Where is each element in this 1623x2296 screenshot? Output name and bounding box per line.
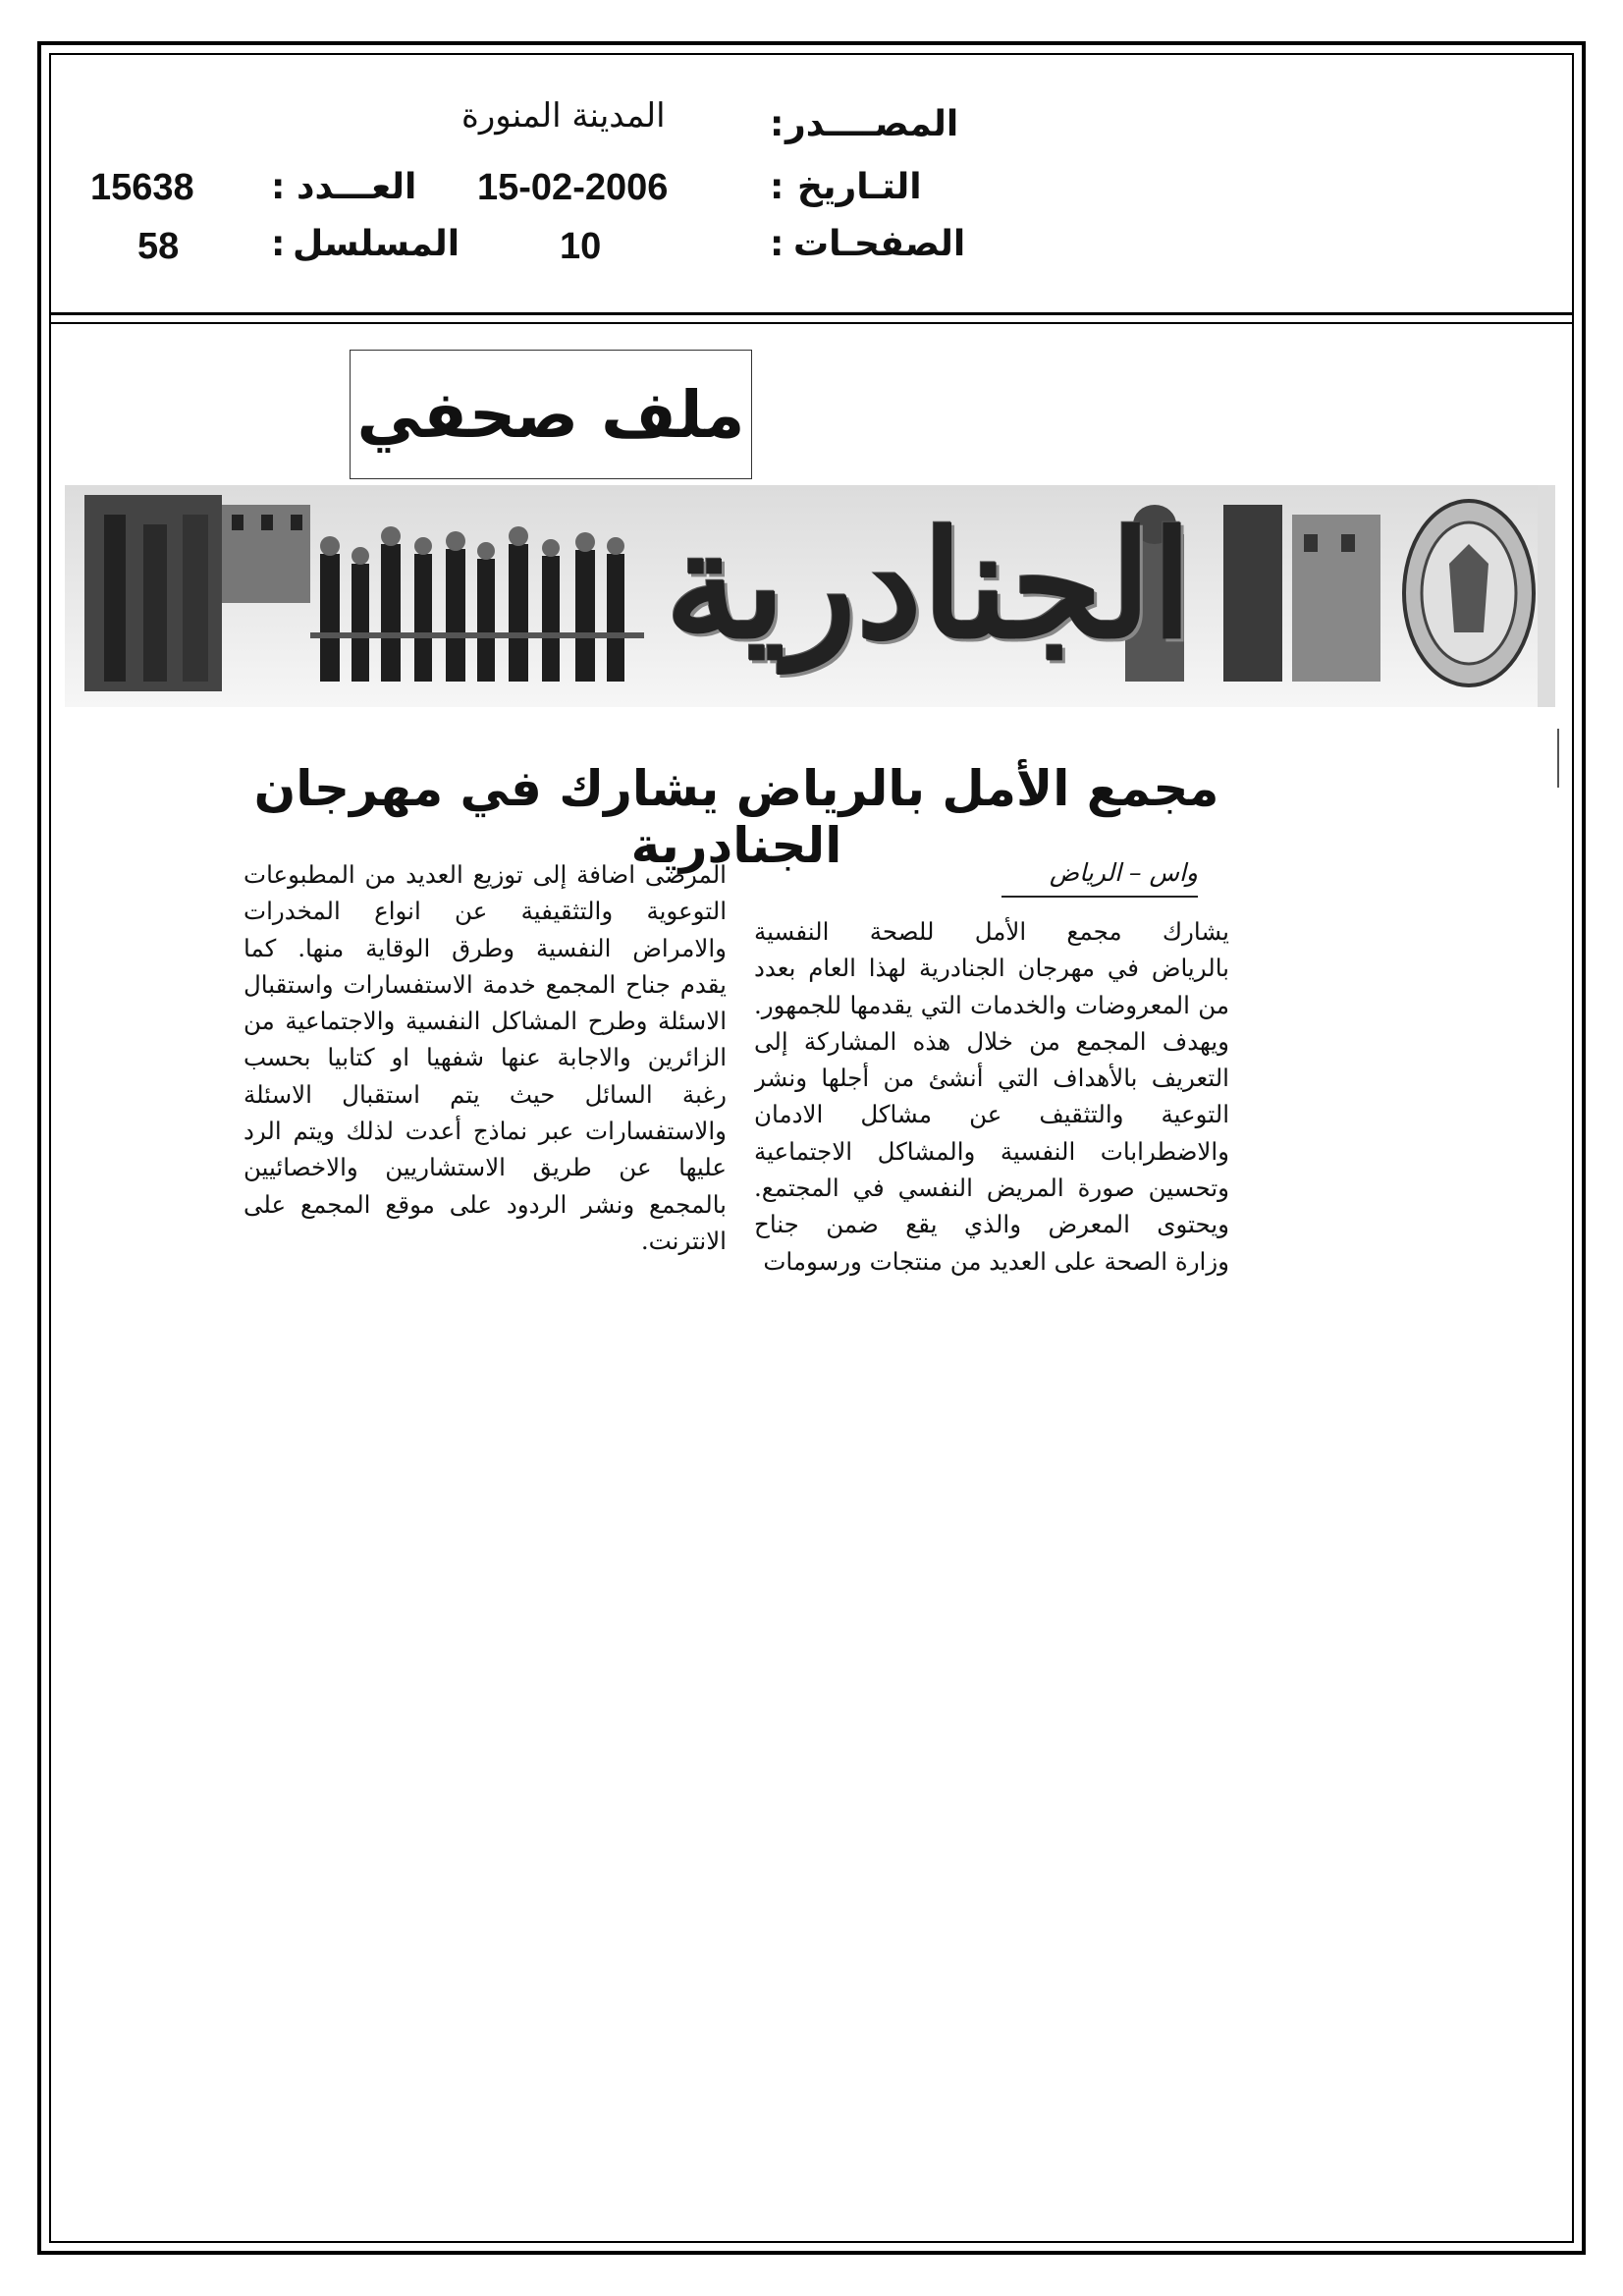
- date-value: 15-02-2006: [477, 167, 669, 208]
- article-line: يقدم جناح المجمع خدمة الاستفسارات واستقبال: [243, 969, 727, 999]
- article-line: والامراض النفسية وطرق الوقاية منها. كما: [243, 933, 727, 962]
- article-line: التعريف بالأهداف التي أنشئ من أجلها ونشر: [754, 1064, 1229, 1093]
- article-line: التوعوية والتثقيفية عن انواع المخدرات: [243, 897, 727, 926]
- source-value: المدينة المنورة: [461, 96, 666, 136]
- source-label: المصــــدر: [785, 104, 959, 144]
- issue-value: 15638: [90, 167, 194, 208]
- article-line: من المعروضات والخدمات التي يقدمها للجمهور.: [754, 990, 1229, 1019]
- serial-colon: :: [271, 224, 286, 264]
- article-line: رغبة السائل حيث يتم استقبال الاسئلة: [243, 1079, 727, 1109]
- article-line: بالمجمع ونشر الردود على موقع المجمع على: [243, 1189, 727, 1219]
- header-divider: [49, 312, 1574, 315]
- serial-label: المسلسل: [293, 224, 460, 264]
- article-line: الانترنت.: [640, 1226, 727, 1255]
- article-line: وتحسين صورة المريض النفسي في المجتمع.: [754, 1174, 1229, 1203]
- pages-colon: :: [770, 224, 784, 264]
- issue-label: العـــدد: [297, 167, 417, 207]
- pages-label: الصفحـات: [793, 224, 966, 264]
- article-line: المرضى اضافة إلى توزيع العديد من المطبوعات: [243, 860, 727, 889]
- serial-value: 58: [137, 226, 180, 267]
- banner-title: الجنادرية: [665, 499, 1193, 672]
- article-column-right: [754, 913, 1229, 1280]
- festival-banner: [65, 485, 1555, 707]
- article-line: يشارك مجمع الأمل للصحة النفسية: [754, 917, 1229, 946]
- header-divider-thin: [49, 322, 1574, 324]
- source-colon: :: [770, 104, 784, 144]
- article-line: بالرياض في مهرجان الجنادرية لهذا العام بعدد: [754, 954, 1229, 983]
- article-line: ويهدف المجمع من خلال هذه المشاركة إلى: [754, 1026, 1229, 1056]
- article-headline: مجمع الأمل بالرياض يشارك في مهرجان الجنادرية: [253, 760, 1219, 874]
- byline-rule: [1001, 896, 1198, 898]
- date-label: التـاريخ: [797, 167, 922, 207]
- press-file-stamp: ملف صحفي: [350, 350, 752, 479]
- article-line: والاضطرابات النفسية والمشاكل الاجتماعية: [754, 1136, 1229, 1166]
- article-column-left: [243, 856, 727, 1259]
- article-line: ويحتوى المعرض والذي يقع ضمن جناح: [754, 1210, 1229, 1239]
- article-line: والاستفسارات عبر نماذج أعدت لذلك ويتم الرد: [243, 1117, 727, 1146]
- article-line: عليها عن طريق الاستشاريين والاخصائيين: [243, 1153, 727, 1182]
- article-line: التوعية والتثقيف عن مشاكل الادمان: [754, 1100, 1229, 1129]
- issue-colon: :: [271, 167, 286, 207]
- column-edge-rule: [1557, 729, 1559, 788]
- pages-value: 10: [560, 226, 602, 267]
- article-line: الزائرين والاجابة عنها شفهيا او كتابيا بحسب: [243, 1043, 727, 1072]
- date-colon: :: [770, 167, 784, 207]
- article-line: الاسئلة وطرح المشاكل النفسية والاجتماعية من: [243, 1007, 727, 1036]
- article-byline: واس – الرياض: [1049, 858, 1198, 887]
- article-line: وزارة الصحة على العديد من منتجات ورسومات: [763, 1246, 1229, 1276]
